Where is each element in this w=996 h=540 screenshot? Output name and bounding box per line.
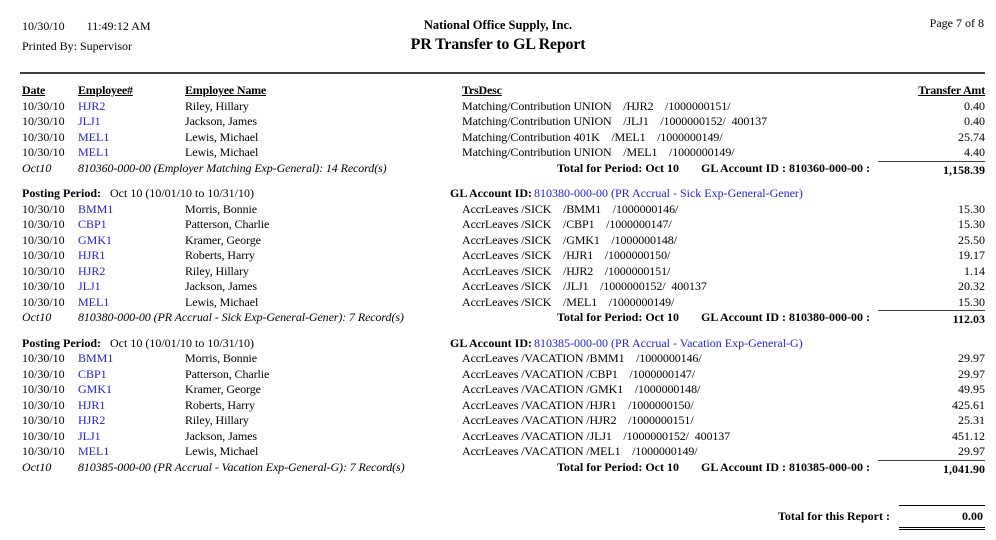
row-date: 10/30/10 xyxy=(22,428,65,443)
trs-desc: AccrLeaves /VACATION /GMK1 /1000000148/ xyxy=(462,382,701,396)
company-name: National Office Supply, Inc. xyxy=(423,18,573,32)
report-title: PR Transfer to GL Report xyxy=(410,36,586,53)
row-date: 10/30/10 xyxy=(22,397,65,412)
transaction-row xyxy=(0,413,996,429)
period-total-label: Total for Period: Oct 10 xyxy=(557,160,679,175)
summary-description: 810385-000-00 (PR Accrual - Vacation Exp-General-G): 7 Record(s) xyxy=(78,459,405,474)
trs-desc: AccrLeaves /SICK /CBP1 /1000000147/ xyxy=(462,217,672,231)
header-divider xyxy=(20,72,985,74)
employee-name: Riley, Hillary xyxy=(185,98,249,113)
transfer-amount: 29.97 xyxy=(958,444,985,458)
transfer-amount: 19.17 xyxy=(958,248,985,262)
section-rows xyxy=(0,99,996,161)
employee-link[interactable]: MEL1 xyxy=(78,294,110,309)
period-total-amount: 1,158.39 xyxy=(878,161,985,179)
employee-name: Lewis, Michael xyxy=(185,294,259,309)
transaction-row xyxy=(0,202,996,218)
transaction-row xyxy=(0,398,996,414)
employee-link[interactable]: MEL1 xyxy=(78,129,110,144)
report-total-label: Total for this Report : xyxy=(778,509,890,523)
transaction-row xyxy=(0,351,996,367)
transaction-row xyxy=(0,145,996,161)
row-date: 10/30/10 xyxy=(22,382,65,396)
report-total-row xyxy=(0,505,996,530)
row-date: 10/30/10 xyxy=(22,294,65,309)
summary-period: Oct10 xyxy=(22,310,52,324)
employee-name: Kramer, George xyxy=(185,232,261,247)
transaction-row xyxy=(0,367,996,383)
transaction-row xyxy=(0,233,996,249)
trs-desc: AccrLeaves /VACATION /HJR1 /1000000150/ xyxy=(462,397,694,412)
period-total-amount: 1,041.90 xyxy=(878,460,985,478)
posting-period-value: Oct 10 (10/01/10 to 10/31/10) xyxy=(110,186,254,200)
transfer-amount: 15.30 xyxy=(958,217,985,231)
page-number: Page 7 of 8 xyxy=(929,16,984,30)
transfer-amount: 20.32 xyxy=(958,279,985,293)
posting-period-row xyxy=(0,186,996,202)
employee-name: Riley, Hillary xyxy=(185,413,249,427)
trs-desc: Matching/Contribution UNION /HJR2 /1000000151/ xyxy=(462,98,731,113)
summary-description: 810360-000-00 (Employer Matching Exp-General): 14 Record(s) xyxy=(78,160,387,175)
trs-desc: Matching/Contribution UNION /MEL1 /1000000149/ xyxy=(462,145,735,159)
employee-link[interactable]: HJR2 xyxy=(78,413,106,427)
employee-name: Patterson, Charlie xyxy=(185,366,270,381)
employee-name: Kramer, George xyxy=(185,382,261,396)
printed-by: Printed By: Supervisor xyxy=(22,39,132,53)
transaction-row xyxy=(0,444,996,460)
employee-link[interactable]: HJR2 xyxy=(78,98,106,113)
period-total-row xyxy=(0,161,996,179)
transfer-amount: 451.12 xyxy=(952,428,985,443)
period-total-amount: 112.03 xyxy=(878,310,985,328)
print-date: 10/30/10 xyxy=(22,19,65,33)
transfer-amount: 25.31 xyxy=(958,413,985,427)
trs-desc: AccrLeaves /VACATION /BMM1 /1000000146/ xyxy=(462,351,702,365)
period-total-row xyxy=(0,310,996,328)
employee-link[interactable]: HJR2 xyxy=(78,263,106,278)
gl-account-label: GL Account ID: xyxy=(450,186,533,200)
row-date: 10/30/10 xyxy=(22,366,65,381)
row-date: 10/30/10 xyxy=(22,217,65,231)
transfer-amount: 0.40 xyxy=(964,114,985,128)
employee-name: Jackson, James xyxy=(185,279,257,293)
trs-desc: AccrLeaves /SICK /GMK1 /1000000148/ xyxy=(462,232,677,247)
employee-link[interactable]: CBP1 xyxy=(78,217,107,231)
row-date: 10/30/10 xyxy=(22,279,65,293)
posting-period-label: Posting Period: xyxy=(22,335,101,350)
trs-desc: AccrLeaves /SICK /HJR1 /1000000150/ xyxy=(462,248,671,262)
employee-link[interactable]: MEL1 xyxy=(78,444,110,458)
trs-desc: AccrLeaves /SICK /HJR2 /1000000151/ xyxy=(462,263,671,278)
employee-link[interactable]: BMM1 xyxy=(78,201,114,216)
column-header-employee-no: Employee# xyxy=(78,83,133,97)
gl-account-link[interactable]: 810385-000-00 (PR Accrual - Vacation Exp-General-G) xyxy=(534,335,803,350)
row-date: 10/30/10 xyxy=(22,129,65,144)
employee-name: Patterson, Charlie xyxy=(185,217,270,231)
report-body xyxy=(0,99,996,478)
period-total-gl-account: GL Account ID : 810385-000-00 : xyxy=(701,459,870,474)
transfer-amount: 15.30 xyxy=(958,294,985,309)
row-date: 10/30/10 xyxy=(22,263,65,278)
transaction-row xyxy=(0,264,996,280)
period-total-label: Total for Period: Oct 10 xyxy=(557,459,679,474)
column-header-transfer-amt: Transfer Amt xyxy=(918,83,985,97)
trs-desc: AccrLeaves /VACATION /JLJ1 /1000000152/ 400137 xyxy=(462,428,731,443)
posting-period-value: Oct 10 (10/01/10 to 10/31/10) xyxy=(110,335,254,350)
trs-desc: AccrLeaves /VACATION /CBP1 /1000000147/ xyxy=(462,366,695,381)
employee-link[interactable]: HJR1 xyxy=(78,397,106,412)
column-header-date: Date xyxy=(22,83,46,97)
transfer-amount: 0.40 xyxy=(964,98,985,113)
column-header-row xyxy=(0,83,996,99)
report-section xyxy=(0,186,996,328)
period-total-gl-account: GL Account ID : 810360-000-00 : xyxy=(701,160,870,175)
transfer-amount: 15.30 xyxy=(958,201,985,216)
employee-name: Jackson, James xyxy=(185,114,257,128)
transfer-amount: 1.14 xyxy=(964,263,985,278)
employee-name: Riley, Hillary xyxy=(185,263,249,278)
row-date: 10/30/10 xyxy=(22,413,65,427)
row-date: 10/30/10 xyxy=(22,145,65,159)
trs-desc: AccrLeaves /VACATION /MEL1 /1000000149/ xyxy=(462,444,698,458)
employee-link[interactable]: JLJ1 xyxy=(78,279,101,293)
employee-link[interactable]: BMM1 xyxy=(78,351,114,365)
row-date: 10/30/10 xyxy=(22,232,65,247)
row-date: 10/30/10 xyxy=(22,248,65,262)
gl-account-label: GL Account ID: xyxy=(450,335,533,350)
summary-period: Oct10 xyxy=(22,459,52,474)
employee-name: Roberts, Harry xyxy=(185,248,255,262)
period-total-gl-account: GL Account ID : 810380-000-00 : xyxy=(701,310,870,324)
row-date: 10/30/10 xyxy=(22,201,65,216)
gl-account-link[interactable]: 810380-000-00 (PR Accrual - Sick Exp-General-Gener) xyxy=(534,186,803,200)
row-date: 10/30/10 xyxy=(22,114,65,128)
transfer-amount: 25.50 xyxy=(958,232,985,247)
employee-name: Morris, Bonnie xyxy=(185,201,257,216)
employee-name: Jackson, James xyxy=(185,428,257,443)
trs-desc: AccrLeaves /VACATION /HJR2 /1000000151/ xyxy=(462,413,694,427)
summary-period: Oct10 xyxy=(22,160,52,175)
trs-desc: AccrLeaves /SICK /MEL1 /1000000149/ xyxy=(462,294,675,309)
column-header-trsdesc: TrsDesc xyxy=(462,83,502,97)
transaction-row xyxy=(0,130,996,146)
trs-desc: Matching/Contribution 401K /MEL1 /1000000149/ xyxy=(462,129,723,144)
transfer-amount: 25.74 xyxy=(958,129,985,144)
trs-desc: AccrLeaves /SICK /JLJ1 /1000000152/ 400137 xyxy=(462,279,707,293)
transaction-row xyxy=(0,99,996,115)
page-header xyxy=(0,0,996,72)
employee-name: Lewis, Michael xyxy=(185,129,259,144)
section-rows xyxy=(0,351,996,460)
transfer-amount: 49.95 xyxy=(958,382,985,396)
report-section xyxy=(0,336,996,478)
employee-link[interactable]: CBP1 xyxy=(78,366,107,381)
summary-description: 810380-000-00 (PR Accrual - Sick Exp-General-Gener): 7 Record(s) xyxy=(78,310,404,324)
transaction-row xyxy=(0,114,996,130)
transfer-amount: 4.40 xyxy=(964,145,985,159)
employee-link[interactable]: GMK1 xyxy=(78,382,113,396)
employee-link[interactable]: GMK1 xyxy=(78,232,113,247)
transaction-row xyxy=(0,217,996,233)
transaction-row xyxy=(0,295,996,311)
posting-period-label: Posting Period: xyxy=(22,186,101,200)
column-header-employee-name: Employee Name xyxy=(185,83,267,97)
row-date: 10/30/10 xyxy=(22,98,65,113)
section-rows xyxy=(0,202,996,311)
title-block xyxy=(0,16,996,54)
employee-link[interactable]: JLJ1 xyxy=(78,114,101,128)
trs-desc: Matching/Contribution UNION /JLJ1 /1000000152/ 400137 xyxy=(462,114,767,128)
transfer-amount: 425.61 xyxy=(952,397,985,412)
report-total-amount: 0.00 xyxy=(899,505,985,530)
employee-link[interactable]: HJR1 xyxy=(78,248,106,262)
employee-link[interactable]: JLJ1 xyxy=(78,428,101,443)
transaction-row xyxy=(0,248,996,264)
employee-link[interactable]: MEL1 xyxy=(78,145,110,159)
period-total-row xyxy=(0,460,996,478)
transaction-row xyxy=(0,429,996,445)
report-section xyxy=(0,99,996,179)
transfer-amount: 29.97 xyxy=(958,366,985,381)
trs-desc: AccrLeaves /SICK /BMM1 /1000000146/ xyxy=(462,201,679,216)
posting-period-row xyxy=(0,336,996,352)
transaction-row xyxy=(0,382,996,398)
employee-name: Roberts, Harry xyxy=(185,397,255,412)
row-date: 10/30/10 xyxy=(22,444,65,458)
period-total-label: Total for Period: Oct 10 xyxy=(557,310,679,324)
row-date: 10/30/10 xyxy=(22,351,65,365)
employee-name: Lewis, Michael xyxy=(185,145,259,159)
transfer-amount: 29.97 xyxy=(958,351,985,365)
employee-name: Lewis, Michael xyxy=(185,444,259,458)
transaction-row xyxy=(0,279,996,295)
employee-name: Morris, Bonnie xyxy=(185,351,257,365)
print-time: 11:49:12 AM xyxy=(86,19,151,33)
